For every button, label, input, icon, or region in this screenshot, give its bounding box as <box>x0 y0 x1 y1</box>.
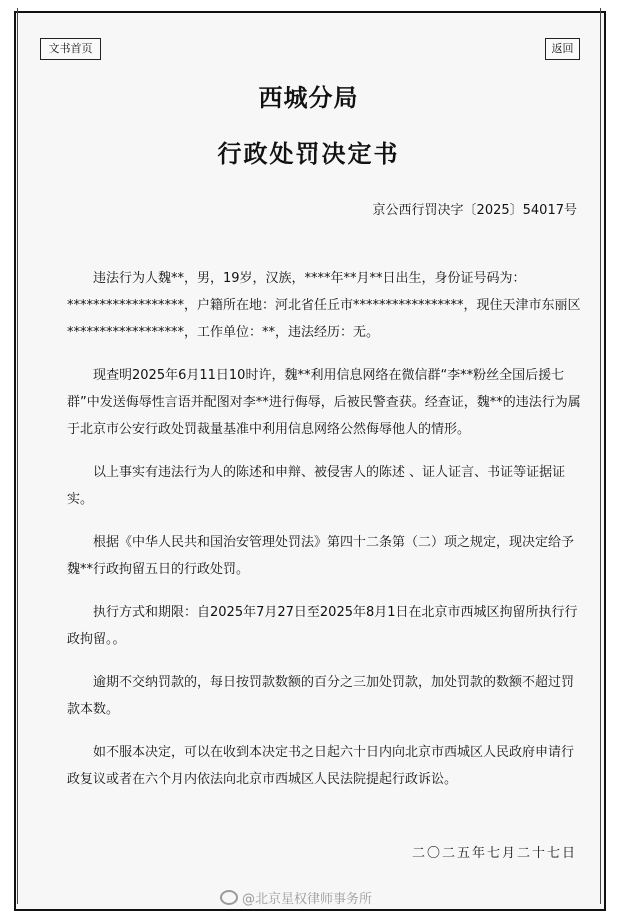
paragraph-execution: 执行方式和期限：自2025年7月27日至2025年8月1日在北京市西城区拘留所执行行政拘留。。 <box>67 605 578 647</box>
paragraph-evidence: 以上事实有违法行为人的陈述和申辩、被侵害人的陈述 、证人证言、书证等证据证实。 <box>67 465 566 507</box>
paragraph-late-fine: 逾期不交纳罚款的，每日按罚款数额的百分之三加处罚款，加处罚款的数额不超过罚款本数。 <box>67 675 575 717</box>
watermark-text: @北京星权律师事务所 <box>242 892 373 907</box>
document-number: 京公西行罚决字〔2025〕54017号 <box>372 203 577 218</box>
back-button[interactable]: 返回 <box>545 38 580 60</box>
paragraph-facts: 现查明2025年6月11日10时许，魏**利用信息网络在微信群“李**粉丝全国后援七群”中发送侮辱性言语并配图对李**进行侮辱，后被民警查获。经查证，魏**的违法行为属于北京市公安行政处罚裁量基准中利用信息网络公然侮辱他人的情形。 <box>67 368 581 437</box>
document-body <box>67 265 582 809</box>
agency-name: 西城分局 <box>258 83 359 112</box>
document-home-button[interactable]: 文书首页 <box>40 38 101 60</box>
document-date: 二〇二五年七月二十七日 <box>411 846 577 861</box>
watermark <box>220 888 372 907</box>
paragraph-offender-info: 违法行为人魏**，男，19岁，汉族，****年**月**日出生，身份证号码为：******************，户籍所在地：河北省任丘市*****************，现住天津市东丽区******************，工作单位：**，违法经历：无。 <box>67 271 581 340</box>
document-title: 行政处罚决定书 <box>217 139 400 168</box>
paragraph-appeal: 如不服本决定，可以在收到本决定书之日起六十日内向北京市西城区人民政府申请行政复议或者在六个月内依法向北京市西城区人民法院提起行政诉讼。 <box>67 745 575 787</box>
weibo-icon <box>220 890 238 905</box>
paragraph-decision: 根据《中华人民共和国治安管理处罚法》第四十二条第（二）项之规定，现决定给予魏**行政拘留五日的行政处罚。 <box>67 535 575 577</box>
